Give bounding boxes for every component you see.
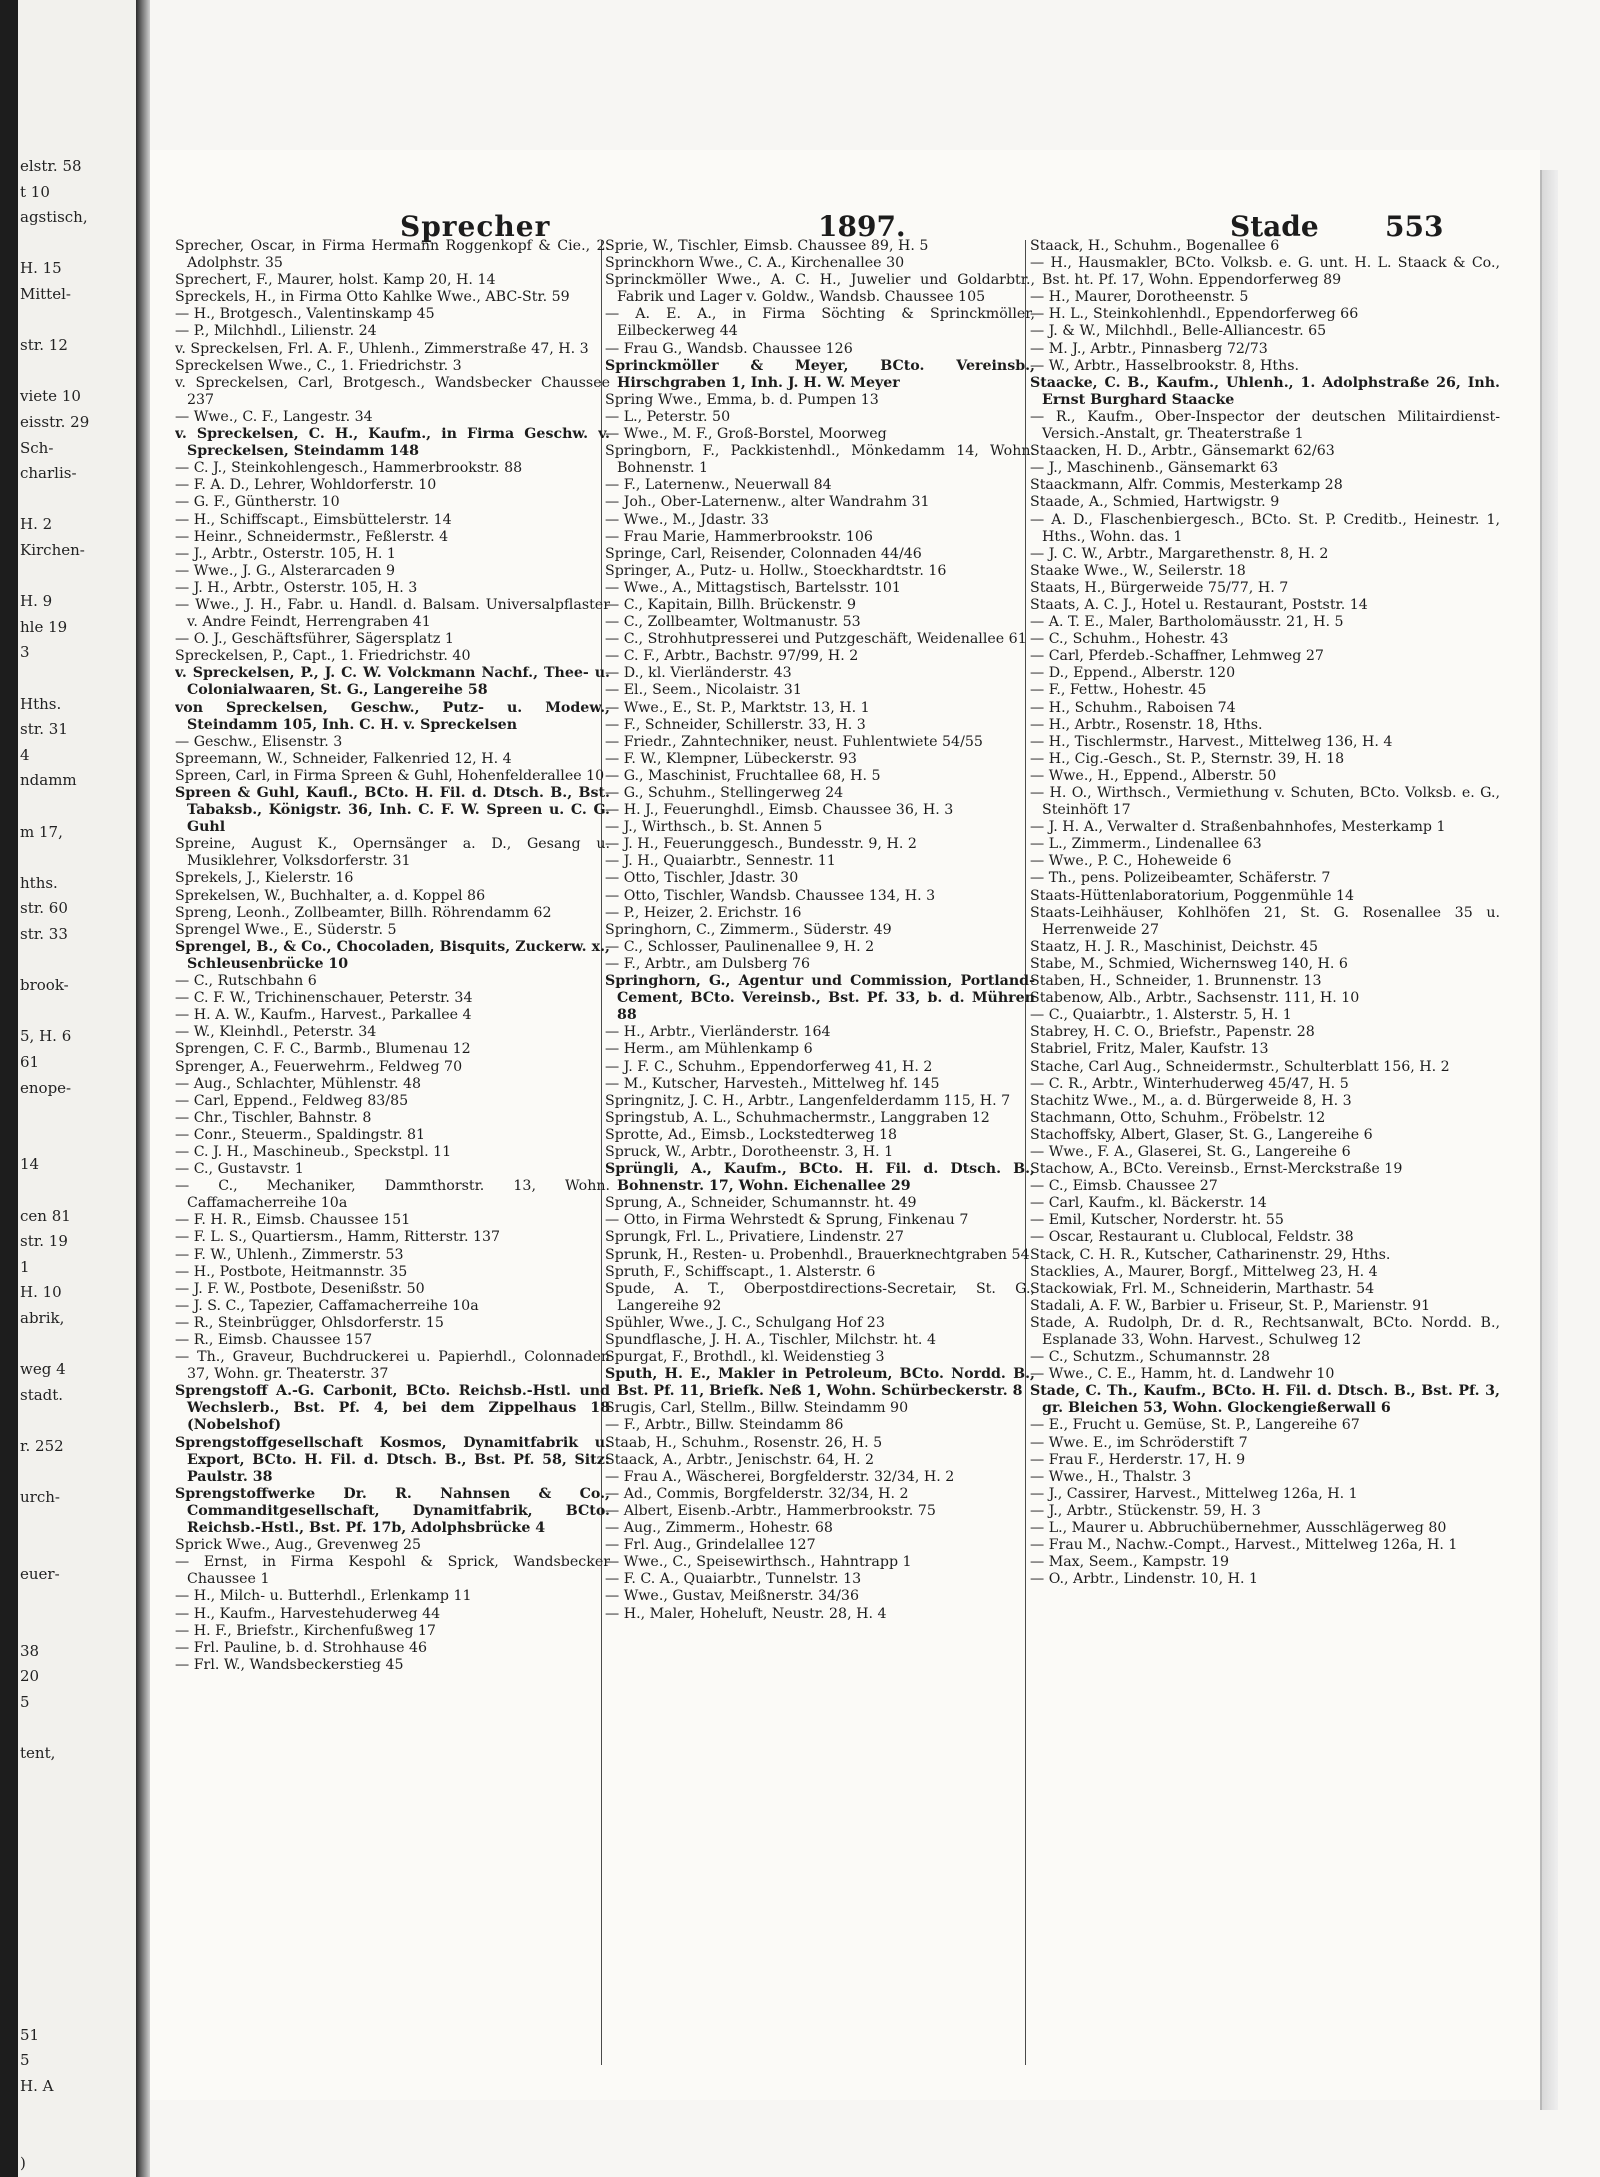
prev-page-fragment: Sch-	[20, 438, 54, 457]
directory-entry: — Wwe., F. A., Glaserei, St. G., Langereihe 6	[1030, 1143, 1351, 1160]
directory-entry: Staacken, H. D., Arbtr., Gänsemarkt 62/63	[1030, 443, 1335, 460]
directory-entry: Staats, H., Bürgerweide 75/77, H. 7	[1030, 579, 1289, 596]
directory-entry: Sprüngli, A., Kaufm., BCto. H. Fil. d. Dtsch. B., Bohnenstr. 17, Wohn. Eichenallee 29	[605, 1161, 1035, 1195]
directory-entry: — H., Postbote, Heitmannstr. 35	[175, 1263, 408, 1280]
directory-entry: Spreckelsen Wwe., C., 1. Friedrichstr. 3	[175, 357, 462, 374]
directory-entry: Staben, H., Schneider, 1. Brunnenstr. 13	[1030, 973, 1322, 990]
directory-entry: Stabe, M., Schmied, Wichernsweg 140, H. 6	[1030, 955, 1348, 972]
directory-entry: Sprinckmöller & Meyer, BCto. Vereinsb., Hirschgraben 1, Inh. J. H. W. Meyer	[605, 357, 1035, 391]
directory-entry: — H., Arbtr., Rosenstr. 18, Hths.	[1030, 716, 1263, 733]
directory-entry: — Wwe., H., Thalstr. 3	[1030, 1468, 1192, 1485]
directory-entry: — L., Maurer u. Abbruchübernehmer, Ausschlägerweg 80	[1030, 1520, 1447, 1537]
directory-entry: — Friedr., Zahntechniker, neust. Fuhlentwiete 54/55	[605, 733, 983, 750]
previous-page-edge	[18, 0, 136, 2177]
directory-entry: Sprinckmöller Wwe., A. C. H., Juwelier und Goldarbtr., Fabrik und Lager v. Goldw., Wandsb. Chaussee 105	[605, 272, 1035, 306]
directory-entry: Staats-Hüttenlaboratorium, Poggenmühle 14	[1030, 887, 1355, 904]
directory-entry: — Wwe., M., Jdastr. 33	[605, 511, 769, 528]
directory-entry: Sprengel, B., & Co., Chocoladen, Bisquits, Zuckerw. x., Schleusenbrücke 10	[175, 938, 610, 972]
column-3	[1030, 238, 1500, 2068]
directory-entry: — Wwe., J. G., Alsterarcaden 9	[175, 562, 396, 579]
prev-page-fragment: brook-	[20, 976, 69, 995]
directory-entry: Springnitz, J. C. H., Arbtr., Langenfelderdamm 115, H. 7	[605, 1092, 1011, 1109]
directory-entry: Spreckels, H., in Firma Otto Kahlke Wwe., ABC-Str. 59	[175, 289, 570, 306]
directory-entry: — C., Schutzm., Schumannstr. 28	[1030, 1349, 1271, 1366]
directory-entry: Sprick Wwe., Aug., Grevenweg 25	[175, 1537, 422, 1554]
prev-page-fragment: 61	[20, 1053, 40, 1071]
directory-entry: Staade, A., Schmied, Hartwigstr. 9	[1030, 494, 1280, 511]
directory-entry: Staack, H., Schuhm., Bogenallee 6	[1030, 238, 1280, 254]
column-1	[175, 238, 610, 2068]
prev-page-fragment: 4	[20, 745, 30, 764]
prev-page-fragment: H. 10	[20, 1283, 62, 1302]
directory-entry: Spude, A. T., Oberpostdirections-Secretair, St. G., Langereihe 92	[605, 1280, 1035, 1314]
prev-page-fragment: Mittel-	[20, 285, 71, 303]
directory-entry: — C. J., Steinkohlengesch., Hammerbrookstr. 88	[175, 460, 523, 477]
directory-entry: — C., Eimsb. Chaussee 27	[1030, 1178, 1218, 1195]
directory-entry: — Frau Marie, Hammerbrookstr. 106	[605, 528, 873, 545]
directory-entry: Stackowiak, Frl. M., Schneiderin, Marthastr. 54	[1030, 1280, 1375, 1297]
directory-entry: — H. L., Steinkohlenhdl., Eppendorferweg 66	[1030, 306, 1359, 323]
page-stack-edge	[1540, 170, 1558, 2110]
directory-entry: — G. F., Güntherstr. 10	[175, 494, 340, 511]
prev-page-fragment: 51	[20, 2025, 40, 2044]
directory-entry: — Heinr., Schneidermstr., Feßlerstr. 4	[175, 528, 449, 545]
prev-page-fragment: charlis-	[20, 464, 77, 483]
directory-entry: — G., Maschinist, Fruchtallee 68, H. 5	[605, 767, 881, 784]
prev-page-fragment: enope-	[20, 1078, 72, 1097]
directory-entry: — H., Hausmakler, BCto. Volksb. e. G. unt. H. L. Staack & Co., Bst. ht. Pf. 17, Wohn. Eppendorferweg 89	[1030, 255, 1500, 289]
prev-page-fragment: 3	[20, 643, 30, 662]
directory-entry: — C., Zollbeamter, Woltmanustr. 53	[605, 614, 861, 631]
prev-page-fragment: r. 252	[20, 1437, 64, 1455]
prev-page-fragment: 1	[20, 1257, 30, 1276]
directory-entry: v. Spreckelsen, Frl. A. F., Uhlenh., Zimmerstraße 47, H. 3	[175, 340, 589, 357]
directory-entry: — H., Tischlermstr., Harvest., Mittelweg 136, H. 4	[1030, 733, 1393, 750]
directory-entry: Stabriel, Fritz, Maler, Kaufstr. 13	[1030, 1041, 1269, 1058]
directory-entry: — M. J., Arbtr., Pinnasberg 72/73	[1030, 340, 1268, 357]
directory-entry: — C., Gustavstr. 1	[175, 1161, 304, 1178]
directory-entry: — Wwe., M. F., Groß-Borstel, Moorweg	[605, 426, 887, 443]
prev-page-fragment: urch-	[20, 1488, 60, 1507]
directory-entry: — C. F., Arbtr., Bachstr. 97/99, H. 2	[605, 648, 859, 665]
directory-entry: — C., Schlosser, Paulinenallee 9, H. 2	[605, 938, 875, 955]
directory-entry: — F., Fettw., Hohestr. 45	[1030, 682, 1207, 699]
directory-entry: — El., Seem., Nicolaistr. 31	[605, 682, 802, 699]
directory-entry: — Max, Seem., Kampstr. 19	[1030, 1554, 1230, 1571]
directory-entry: — J. F. C., Schuhm., Eppendorferweg 41, H. 2	[605, 1058, 933, 1075]
directory-entry: — J. H., Arbtr., Osterstr. 105, H. 3	[175, 579, 418, 596]
directory-entry: — H., Cig.-Gesch., St. P., Sternstr. 39, H. 18	[1030, 750, 1345, 767]
directory-entry: — Conr., Steuerm., Spaldingstr. 81	[175, 1126, 426, 1143]
prev-page-fragment: tent,	[20, 1744, 56, 1763]
directory-entry: — C., Kapitain, Billh. Brückenstr. 9	[605, 596, 856, 613]
directory-entry: Stachow, A., BCto. Vereinsb., Ernst-Merckstraße 19	[1030, 1161, 1403, 1178]
directory-entry: — D., Eppend., Alberstr. 120	[1030, 665, 1236, 682]
prev-page-fragment: t 10	[20, 182, 50, 201]
prev-page-fragment: elstr. 58	[20, 157, 82, 175]
directory-entry: — C. R., Arbtr., Winterhuderweg 45/47, H. 5	[1030, 1075, 1349, 1092]
directory-entry: Sprinckhorn Wwe., C. A., Kirchenallee 30	[605, 255, 905, 272]
directory-entry: — P., Milchhdl., Lilienstr. 24	[175, 323, 377, 340]
directory-entry: Springhorn, C., Zimmerm., Süderstr. 49	[605, 921, 892, 938]
prev-page-fragment: 14	[20, 1155, 40, 1174]
directory-entry: — C., Quaiarbtr., 1. Alsterstr. 5, H. 1	[1030, 1007, 1292, 1024]
directory-entry: — D., kl. Vierländerstr. 43	[605, 665, 792, 682]
prev-page-fragment: H. A	[20, 2077, 54, 2095]
directory-entry: Srugis, Carl, Stellm., Billw. Steindamm 90	[605, 1400, 909, 1417]
directory-entry: Springborn, F., Packkistenhdl., Mönkedamm 14, Wohn. Bohnenstr. 1	[605, 443, 1035, 477]
directory-entry: — Albert, Eisenb.-Arbtr., Hammerbrookstr. 75	[605, 1502, 936, 1519]
directory-entry: — F., Schneider, Schillerstr. 33, H. 3	[605, 716, 866, 733]
directory-entry: — H. O., Wirthsch., Vermiethung v. Schuten, BCto. Volksb. e. G., Steinhöft 17	[1030, 785, 1500, 819]
directory-entry: Springstub, A. L., Schuhmachermstr., Langgraben 12	[605, 1109, 990, 1126]
directory-entry: — Wwe., H., Eppend., Alberstr. 50	[1030, 767, 1277, 784]
directory-entry: — Otto, in Firma Wehrstedt & Sprung, Finkenau 7	[605, 1212, 969, 1229]
running-head-right: Stade	[1230, 210, 1319, 243]
directory-entry: Sprekels, J., Kielerstr. 16	[175, 870, 354, 887]
directory-entry: Stachmann, Otto, Schuhm., Fröbelstr. 12	[1030, 1109, 1326, 1126]
directory-entry: Spurgat, F., Brothdl., kl. Weidenstieg 3	[605, 1349, 885, 1366]
directory-entry: — F. W., Klempner, Lübeckerstr. 93	[605, 750, 857, 767]
directory-entry: — J. & W., Milchhdl., Belle-Alliancestr. 65	[1030, 323, 1327, 340]
directory-entry: Sprengstoff A.-G. Carbonit, BCto. Reichsb.-Hstl. und Wechslerb., Bst. Pf. 4, bei dem Zippelhaus 18 (Nobelshof)	[175, 1383, 610, 1434]
directory-entry: — Ernst, in Firma Kespohl & Sprick, Wandsbecker Chaussee 1	[175, 1554, 610, 1588]
year-heading: 1897.	[818, 210, 906, 243]
directory-entry: Staackmann, Alfr. Commis, Mesterkamp 28	[1030, 477, 1343, 494]
directory-entry: Sprengstoffwerke Dr. R. Nahnsen & Co., Commanditgesellschaft, Dynamitfabrik, BCto. Reichsb.-Hstl., Bst. Pf. 17b, Adolphsbrücke 4	[175, 1485, 610, 1537]
directory-entry: — H., Brotgesch., Valentinskamp 45	[175, 306, 435, 323]
directory-entry: — C., Strohhutpresserei und Putzgeschäft, Weidenallee 61	[605, 631, 1027, 648]
prev-page-fragment: H. 2	[20, 515, 53, 534]
directory-entry: — R., Steinbrügger, Ohlsdorferstr. 15	[175, 1314, 444, 1331]
directory-entry: Stadali, A. F. W., Barbier u. Friseur, St. P., Marienstr. 91	[1030, 1297, 1431, 1314]
prev-page-fragment: euer-	[20, 1565, 60, 1583]
directory-entry: Sprungk, Frl. L., Privatiere, Lindenstr. 27	[605, 1229, 904, 1246]
directory-entry: — Wwe., E., St. P., Marktstr. 13, H. 1	[605, 699, 870, 716]
directory-entry: — H. A. W., Kaufm., Harvest., Parkallee 4	[175, 1007, 472, 1024]
directory-entry: — J., Wirthsch., b. St. Annen 5	[605, 819, 823, 836]
directory-entry: Staatz, H. J. R., Maschinist, Deichstr. 45	[1030, 938, 1318, 955]
directory-entry: Spreckelsen, P., Capt., 1. Friedrichstr. 40	[175, 648, 471, 665]
directory-entry: — J. S. C., Tapezier, Caffamacherreihe 10a	[175, 1297, 479, 1314]
directory-entry: — H., Schiffscapt., Eimsbüttelerstr. 14	[175, 511, 452, 528]
directory-entry: v. Spreckelsen, Carl, Brotgesch., Wandsbecker Chaussee 237	[175, 374, 610, 408]
directory-entry: — Joh., Ober-Laternenw., alter Wandrahm 31	[605, 494, 930, 511]
directory-entry: — F. H. R., Eimsb. Chaussee 151	[175, 1212, 411, 1229]
prev-page-fragment: str. 12	[20, 336, 68, 355]
prev-page-fragment: ndamm	[20, 771, 77, 790]
directory-entry: — Th., Graveur, Buchdruckerei u. Papierhdl., Colonnaden 37, Wohn. gr. Theaterstr. 37	[175, 1349, 610, 1383]
prev-page-fragment: Kirchen-	[20, 541, 85, 559]
directory-entry: Sprotte, Ad., Eimsb., Lockstedterweg 18	[605, 1126, 898, 1143]
directory-entry: — Chr., Tischler, Bahnstr. 8	[175, 1109, 372, 1126]
directory-entry: — J. H., Feuerunggesch., Bundesstr. 9, H. 2	[605, 836, 917, 853]
directory-entry: — C. J. H., Maschineub., Speckstpl. 11	[175, 1143, 452, 1160]
directory-entry: — A. E. A., in Firma Söchting & Sprinckmöller, Eilbeckerweg 44	[605, 306, 1035, 340]
directory-entry: v. Spreckelsen, P., J. C. W. Volckmann Nachf., Thee- u. Colonialwaaren, St. G., Langereihe 58	[175, 665, 610, 699]
prev-page-fragment: str. 60	[20, 899, 68, 918]
prev-page-fragment: 38	[20, 1641, 40, 1660]
directory-entry: — F. C. A., Quaiarbtr., Tunnelstr. 13	[605, 1571, 862, 1588]
directory-entry: — Aug., Schlachter, Mühlenstr. 48	[175, 1075, 422, 1092]
directory-entry: — J., Maschinenb., Gänsemarkt 63	[1030, 460, 1279, 477]
directory-entry: Spreine, August K., Opernsänger a. D., Gesang u. Musiklehrer, Volksdorferstr. 31	[175, 836, 610, 870]
prev-page-fragment: )	[20, 2153, 26, 2172]
directory-entry: — W., Arbtr., Hasselbrookstr. 8, Hths.	[1030, 357, 1300, 374]
directory-entry: — F. A. D., Lehrer, Wohldorferstr. 10	[175, 477, 437, 494]
directory-entry: — H. J., Feuerunghdl., Eimsb. Chaussee 36, H. 3	[605, 802, 954, 819]
directory-entry: — Frl. Pauline, b. d. Strohhause 46	[175, 1639, 428, 1656]
directory-entry: — F., Arbtr., am Dulsberg 76	[605, 955, 811, 972]
directory-entry: Sprengstoffgesellschaft Kosmos, Dynamitfabrik u. Export, BCto. H. Fil. d. Dtsch. B., Bst. Pf. 58, Sitz: Paulstr. 38	[175, 1434, 610, 1485]
prev-page-fragment: H. 9	[20, 592, 53, 611]
directory-entry: Staats, A. C. J., Hotel u. Restaurant, Poststr. 14	[1030, 596, 1368, 613]
directory-entry: — Geschw., Elisenstr. 3	[175, 733, 343, 750]
directory-entry: — Wwe., Gustav, Meißnerstr. 34/36	[605, 1588, 859, 1605]
directory-entry: Spreen, Carl, in Firma Spreen & Guhl, Hohenfelderallee 10	[175, 767, 605, 784]
directory-entry: — Aug., Zimmerm., Hohestr. 68	[605, 1520, 833, 1537]
directory-entry: — Frau M., Nachw.-Compt., Harvest., Mittelweg 126a, H. 1	[1030, 1537, 1458, 1554]
directory-entry: Springer, A., Putz- u. Hollw., Stoeckhardtstr. 16	[605, 562, 947, 579]
prev-page-fragment: str. 31	[20, 720, 68, 739]
directory-entry: — F. W., Uhlenh., Zimmerstr. 53	[175, 1246, 404, 1263]
directory-entry: — H., Maurer, Dorotheenstr. 5	[1030, 289, 1249, 306]
directory-entry: — A. T. E., Maler, Bartholomäusstr. 21, H. 5	[1030, 614, 1344, 631]
directory-entry: — J. H., Quaiarbtr., Sennestr. 11	[605, 853, 836, 870]
prev-page-fragment: stadt.	[20, 1385, 64, 1404]
book-edge	[0, 0, 18, 2177]
directory-entry: Stade, A. Rudolph, Dr. d. R., Rechtsanwalt, BCto. Nordd. B., Esplanade 33, Wohn. Harvest., Schulweg 12	[1030, 1314, 1500, 1348]
directory-entry: Staacke, C. B., Kaufm., Uhlenh., 1. Adolphstraße 26, Inh. Ernst Burghard Staacke	[1030, 374, 1500, 408]
directory-entry: — Wwe. E., im Schröderstift 7	[1030, 1434, 1248, 1451]
directory-entry: Stabrey, H. C. O., Briefstr., Papenstr. 28	[1030, 1024, 1315, 1041]
directory-entry: — C., Rutschbahn 6	[175, 973, 317, 990]
directory-entry: Spreng, Leonh., Zollbeamter, Billh. Röhrendamm 62	[175, 904, 552, 921]
directory-entry: — H., Schuhm., Raboisen 74	[1030, 699, 1236, 716]
directory-entry: — F., Laternenw., Neuerwall 84	[605, 477, 832, 494]
prev-page-fragment: viete 10	[20, 387, 81, 406]
directory-entry: Sprechert, F., Maurer, holst. Kamp 20, H. 14	[175, 272, 496, 289]
running-head-left: Sprecher	[400, 210, 551, 243]
directory-entry: — L., Zimmerm., Lindenallee 63	[1030, 836, 1262, 853]
directory-entry: — C., Schuhm., Hohestr. 43	[1030, 631, 1229, 648]
column-2	[605, 238, 1035, 2068]
directory-entry: — Otto, Tischler, Jdastr. 30	[605, 870, 799, 887]
directory-entry: Spring Wwe., Emma, b. d. Pumpen 13	[605, 391, 879, 408]
directory-entry: — Wwe., P. C., Hoheweide 6	[1030, 853, 1232, 870]
directory-entry: — Otto, Tischler, Wandsb. Chaussee 134, H. 3	[605, 887, 936, 904]
directory-entry: Sprekelsen, W., Buchhalter, a. d. Koppel 86	[175, 887, 486, 904]
directory-entry: — Frau F., Herderstr. 17, H. 9	[1030, 1451, 1246, 1468]
prev-page-fragment: agstisch,	[20, 208, 88, 227]
directory-entry: — H. F., Briefstr., Kirchenfußweg 17	[175, 1622, 436, 1639]
directory-entry: Stade, C. Th., Kaufm., BCto. H. Fil. d. Dtsch. B., Bst. Pf. 3, gr. Bleichen 53, Wohn. Glockengießerwall 6	[1030, 1383, 1500, 1417]
directory-entry: — L., Peterstr. 50	[605, 408, 731, 425]
prev-page-fragment: H. 15	[20, 259, 62, 278]
prev-page-fragment: str. 33	[20, 925, 68, 943]
page-number: 553	[1385, 210, 1444, 243]
directory-entry: — Herm., am Mühlenkamp 6	[605, 1041, 813, 1058]
directory-entry: Spruth, F., Schiffscapt., 1. Alsterstr. 6	[605, 1263, 876, 1280]
prev-page-fragment: 5, H. 6	[20, 1027, 72, 1046]
directory-entry: — Frl. Aug., Grindelallee 127	[605, 1537, 816, 1554]
directory-entry: Sprecher, Oscar, in Firma Hermann Roggenkopf & Cie., 2. Adolphstr. 35	[175, 238, 610, 272]
directory-entry: — E., Frucht u. Gemüse, St. P., Langereihe 67	[1030, 1417, 1360, 1434]
directory-entry: Stacklies, A., Maurer, Borgf., Mittelweg 23, H. 4	[1030, 1263, 1378, 1280]
directory-entry: — Emil, Kutscher, Norderstr. ht. 55	[1030, 1212, 1284, 1229]
directory-entry: Spruck, W., Arbtr., Dorotheenstr. 3, H. 1	[605, 1143, 894, 1160]
directory-entry: — Wwe., J. H., Fabr. u. Handl. d. Balsam. Universalpflaster v. Andre Feindt, Herrengraben 41	[175, 596, 610, 631]
directory-entry: — J. H. A., Verwalter d. Straßenbahnhofes, Mesterkamp 1	[1030, 819, 1446, 836]
prev-page-fragment: eisstr. 29	[20, 413, 90, 431]
prev-page-fragment: cen 81	[20, 1206, 71, 1225]
directory-entry: — Carl, Kaufm., kl. Bäckerstr. 14	[1030, 1195, 1267, 1212]
directory-entry: Sprengen, C. F. C., Barmb., Blumenau 12	[175, 1041, 471, 1058]
directory-entry: Stabenow, Alb., Arbtr., Sachsenstr. 111, H. 10	[1030, 990, 1360, 1007]
directory-entry: Spühler, Wwe., J. C., Schulgang Hof 23	[605, 1314, 885, 1331]
directory-entry: Staake Wwe., W., Seilerstr. 18	[1030, 562, 1246, 579]
directory-entry: — H., Milch- u. Butterhdl., Erlenkamp 11	[175, 1588, 472, 1605]
prev-page-fragment: 5	[20, 1693, 30, 1711]
directory-entry: von Spreckelsen, Geschw., Putz- u. Modew., Steindamm 105, Inh. C. H. v. Spreckelsen	[175, 699, 610, 733]
prev-page-fragment: m 17,	[20, 822, 63, 841]
directory-entry: Stachitz Wwe., M., a. d. Bürgerweide 8, H. 3	[1030, 1092, 1352, 1109]
directory-entry: — J., Arbtr., Osterstr. 105, H. 1	[175, 545, 396, 562]
directory-entry: — F. L. S., Quartiersm., Hamm, Ritterstr. 137	[175, 1229, 501, 1246]
directory-entry: — C., Mechaniker, Dammthorstr. 13, Wohn. Caffamacherreihe 10a	[175, 1178, 610, 1212]
directory-entry: Staab, H., Schuhm., Rosenstr. 26, H. 5	[605, 1434, 883, 1451]
directory-entry: Stack, C. H. R., Kutscher, Catharinenstr. 29, Hths.	[1030, 1246, 1391, 1263]
directory-entry: — Wwe., C. E., Hamm, ht. d. Landwehr 10	[1030, 1366, 1335, 1383]
directory-entry: — C. F. W., Trichinenschauer, Peterstr. 34	[175, 990, 473, 1007]
prev-page-fragment: 5	[20, 2051, 30, 2070]
directory-entry: — Th., pens. Polizeibeamter, Schäferstr. 7	[1030, 870, 1331, 887]
directory-entry: — Carl, Eppend., Feldweg 83/85	[175, 1092, 409, 1109]
directory-entry: Sprenger, A., Feuerwehrm., Feldweg 70	[175, 1058, 463, 1075]
directory-entry: Spreemann, W., Schneider, Falkenried 12, H. 4	[175, 750, 512, 767]
directory-entry: — Ad., Commis, Borgfelderstr. 32/34, H. 2	[605, 1485, 909, 1502]
directory-entry: Sputh, H. E., Makler in Petroleum, BCto. Nordd. B., Bst. Pf. 11, Briefk. Neß 1, Wohn. Schürbeckerstr. 8	[605, 1366, 1035, 1400]
prev-page-fragment: str. 19	[20, 1232, 68, 1251]
prev-page-fragment: hths.	[20, 873, 58, 892]
directory-entry: — Wwe., C., Speisewirthsch., Hahntrapp 1	[605, 1554, 912, 1571]
directory-entry: — H., Kaufm., Harvestehuderweg 44	[175, 1605, 441, 1622]
directory-entry: — O. J., Geschäftsführer, Sägersplatz 1	[175, 631, 454, 648]
directory-entry: Stache, Carl Aug., Schneidermstr., Schulterblatt 156, H. 2	[1030, 1058, 1450, 1075]
directory-entry: Sprengel Wwe., E., Süderstr. 5	[175, 921, 397, 938]
directory-entry: — Frau G., Wandsb. Chaussee 126	[605, 340, 853, 357]
directory-entry: — Oscar, Restaurant u. Clublocal, Feldstr. 38	[1030, 1229, 1354, 1246]
directory-entry: Stachoffsky, Albert, Glaser, St. G., Langereihe 6	[1030, 1126, 1373, 1143]
directory-entry: Sprie, W., Tischler, Eimsb. Chaussee 89, H. 5	[605, 238, 929, 254]
directory-entry: Springe, Carl, Reisender, Colonnaden 44/46	[605, 545, 922, 562]
directory-entry: — G., Schuhm., Stellingerweg 24	[605, 785, 844, 801]
prev-page-fragment: 20	[20, 1667, 40, 1686]
prev-page-fragment: weg 4	[20, 1360, 66, 1379]
directory-entry: — Wwe., C. F., Langestr. 34	[175, 408, 373, 425]
directory-entry: — Wwe., A., Mittagstisch, Bartelsstr. 101	[605, 579, 901, 596]
directory-entry: — R., Eimsb. Chaussee 157	[175, 1332, 373, 1348]
directory-entry: — J., Arbtr., Stückenstr. 59, H. 3	[1030, 1502, 1261, 1519]
directory-entry: Spreen & Guhl, Kaufl., BCto. H. Fil. d. Dtsch. B., Bst. Tabaksb., Königstr. 36, Inh. C. F. W. Spreen u. C. G. Guhl	[175, 785, 610, 836]
directory-entry: Spundflasche, J. H. A., Tischler, Milchstr. ht. 4	[605, 1332, 936, 1348]
directory-entry: v. Spreckelsen, C. H., Kaufm., in Firma Geschw. v. Spreckelsen, Steindamm 148	[175, 426, 610, 460]
prev-page-fragment: abrik,	[20, 1309, 65, 1327]
directory-entry: — F., Arbtr., Billw. Steindamm 86	[605, 1417, 844, 1434]
directory-entry: — H., Arbtr., Vierländerstr. 164	[605, 1024, 831, 1041]
directory-entry: — H., Maler, Hoheluft, Neustr. 28, H. 4	[605, 1605, 887, 1622]
book-gutter	[136, 0, 150, 2177]
directory-entry: Staats-Leihhäuser, Kohlhöfen 21, St. G. Rosenallee 35 u. Herrenweide 27	[1030, 904, 1500, 938]
prev-page-fragment: Hths.	[20, 694, 62, 713]
directory-entry: Staack, A., Arbtr., Jenischstr. 64, H. 2	[605, 1451, 875, 1468]
directory-entry: — J. C. W., Arbtr., Margarethenstr. 8, H. 2	[1030, 545, 1329, 562]
directory-entry: — A. D., Flaschenbiergesch., BCto. St. P. Creditb., Heinestr. 1, Hths., Wohn. das. 1	[1030, 511, 1500, 545]
directory-entry: Sprung, A., Schneider, Schumannstr. ht. 49	[605, 1195, 917, 1212]
directory-entry: — P., Heizer, 2. Erichstr. 16	[605, 904, 802, 921]
directory-entry: — O., Arbtr., Lindenstr. 10, H. 1	[1030, 1571, 1259, 1588]
directory-entry: — Frau A., Wäscherei, Borgfelderstr. 32/34, H. 2	[605, 1468, 955, 1485]
directory-entry: Sprunk, H., Resten- u. Probenhdl., Brauerknechtgraben 54	[605, 1246, 1030, 1263]
directory-entry: — J. F. W., Postbote, Desenißstr. 50	[175, 1280, 425, 1297]
directory-entry: — J., Cassirer, Harvest., Mittelweg 126a, H. 1	[1030, 1485, 1358, 1502]
prev-page-fragment: hle 19	[20, 617, 68, 636]
directory-entry: — Frl. W., Wandsbeckerstieg 45	[175, 1656, 404, 1673]
directory-entry: — W., Kleinhdl., Peterstr. 34	[175, 1024, 377, 1041]
directory-entry: — Carl, Pferdeb.-Schaffner, Lehmweg 27	[1030, 648, 1324, 665]
directory-entry: — M., Kutscher, Harvesteh., Mittelweg hf. 145	[605, 1075, 940, 1092]
directory-entry: — R., Kaufm., Ober-Inspector der deutschen Militairdienst-Versich.-Anstalt, gr. Theaterstraße 1	[1030, 408, 1500, 443]
directory-entry: Springhorn, G., Agentur und Commission, Portland-Cement, BCto. Vereinsb., Bst. Pf. 33, b. d. Mühren 88	[605, 973, 1035, 1024]
